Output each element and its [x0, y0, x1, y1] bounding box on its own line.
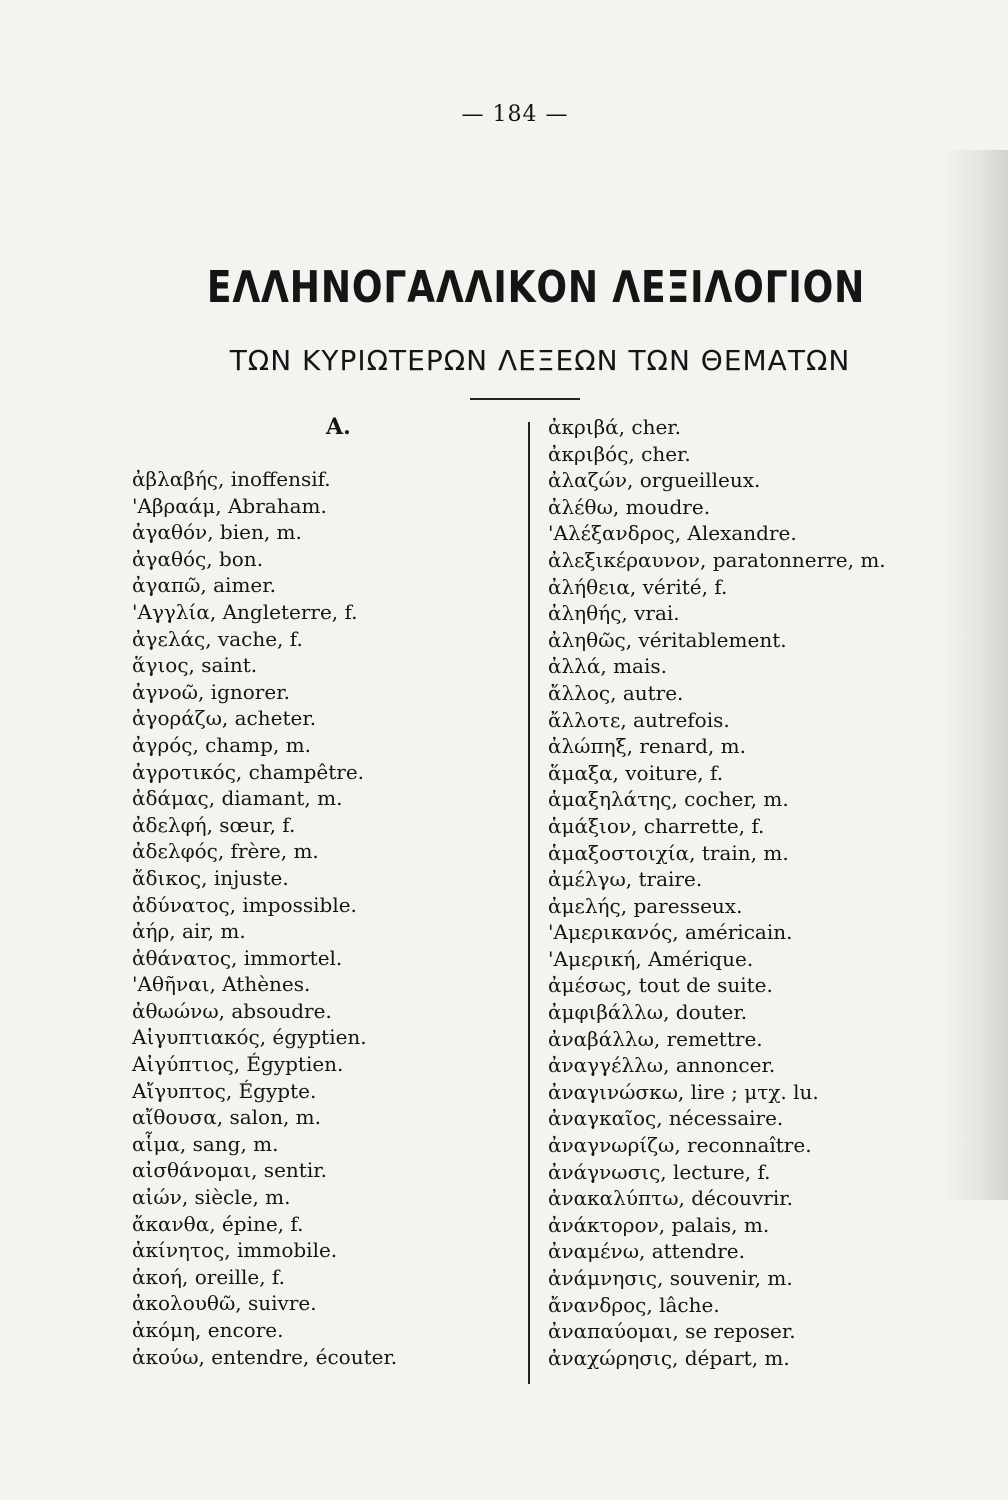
dictionary-entry: ἀμέσως, tout de suite. — [548, 973, 773, 998]
dictionary-entry: 'Αλέξανδρος, Alexandre. — [548, 521, 797, 546]
dictionary-entry: ἀναγνωρίζω, reconnaître. — [548, 1133, 812, 1158]
column-divider — [528, 422, 530, 1384]
dictionary-entry: ἀλεξικέραυνον, paratonnerre, m. — [548, 547, 886, 572]
dictionary-entry: ἀκίνητος, immobile. — [132, 1238, 338, 1263]
dictionary-entry: ἀγροτικός, champêtre. — [132, 759, 365, 784]
page-title: ΕΛΛΗΝΟΓΑΛΛΙΚΟΝ ΛΕΞΙΛΟΓΙΟΝ — [206, 262, 866, 313]
dictionary-entry: ἀκολουθῶ, suivre. — [132, 1291, 317, 1316]
dictionary-entry: ἅγιος, saint. — [132, 653, 258, 678]
dictionary-entry: 'Αμερική, Amérique. — [548, 946, 754, 971]
dictionary-entry: ἄλλοτε, autrefois. — [548, 707, 730, 732]
right-column-entries — [548, 414, 988, 1371]
dictionary-entry: ἀναχώρησις, départ, m. — [548, 1345, 790, 1370]
dictionary-entry: ἀναμένω, attendre. — [548, 1239, 745, 1264]
dictionary-entry: 'Αμερικανός, américain. — [548, 920, 793, 945]
dictionary-entry: ἀληθῶς, véritablement. — [548, 627, 787, 652]
dictionary-entry: ἀναπαύομαι, se reposer. — [548, 1319, 796, 1344]
dictionary-entry: ἄκανθα, épine, f. — [132, 1211, 304, 1236]
left-column-entries — [132, 466, 512, 1370]
dictionary-entry: ἁμάξιον, charrette, f. — [548, 813, 765, 838]
dictionary-entry: ἀνάκτορον, palais, m. — [548, 1212, 770, 1237]
dictionary-entry: ἀδελφή, sœur, f. — [132, 812, 296, 837]
dictionary-entry: ἀδελφός, frère, m. — [132, 839, 319, 864]
dictionary-entry: Αἰγύπτιος, Égyptien. — [132, 1052, 344, 1077]
dictionary-entry: ἀναγινώσκω, lire ; μτχ. lu. — [548, 1079, 819, 1104]
dictionary-entry: ἀκούω, entendre, écouter. — [132, 1344, 398, 1369]
dictionary-entry: ἀλήθεια, vérité, f. — [548, 574, 728, 599]
dictionary-entry: ἀκριβός, cher. — [548, 441, 691, 466]
dictionary-entry: ἄνανδρος, lâche. — [548, 1292, 720, 1317]
dictionary-entry: Αἰγυπτιακός, égyptien. — [132, 1025, 367, 1050]
dictionary-entry: ἀγνοῶ, ignorer. — [132, 679, 290, 704]
dictionary-entry: 'Αγγλία, Angleterre, f. — [132, 599, 358, 624]
dictionary-entry: ἀγαπῶ, aimer. — [132, 573, 276, 598]
dictionary-entry: ἀμφιβάλλω, douter. — [548, 1000, 748, 1025]
dictionary-entry: ἀναβάλλω, remettre. — [548, 1026, 763, 1051]
dictionary-entry: 'Αβραάμ, Abraham. — [132, 493, 327, 518]
dictionary-entry: ἀλέθω, moudre. — [548, 494, 711, 519]
dictionary-entry: ἀγαθόν, bien, m. — [132, 520, 302, 545]
dictionary-entry: Αἴγυπτος, Égypte. — [132, 1078, 317, 1103]
dictionary-entry: ἀβλαβής, inoffensif. — [132, 467, 331, 491]
dictionary-entry: ἀκοή, oreille, f. — [132, 1264, 285, 1289]
dictionary-entry: ἀλώπηξ, renard, m. — [548, 734, 746, 759]
dictionary-entry: ἀδύνατος, impossible. — [132, 892, 357, 917]
dictionary-entry: ἀμέλγω, traire. — [548, 867, 703, 892]
dictionary-entry: ἀθωώνω, absoudre. — [132, 998, 332, 1023]
dictionary-entry: ἀκόμη, encore. — [132, 1318, 284, 1342]
dictionary-entry: ἀκριβά, cher. — [548, 415, 682, 439]
dictionary-entry: ἄλλος, autre. — [548, 680, 684, 705]
page-number: — 184 — — [461, 102, 569, 127]
dictionary-entry: αἰσθάνομαι, sentir. — [132, 1158, 327, 1183]
dictionary-entry: ἀδάμας, diamant, m. — [132, 786, 343, 811]
dictionary-entry: ἀήρ, air, m. — [132, 919, 246, 944]
dictionary-entry: ἁμαξοστοιχία, train, m. — [548, 840, 789, 865]
dictionary-entry: ἀγοράζω, acheter. — [132, 706, 317, 731]
dictionary-entry: ἀγρός, champ, m. — [132, 732, 311, 757]
dictionary-entry: αἷμα, sang, m. — [132, 1131, 279, 1156]
dictionary-entry: ἀναγκαῖος, nécessaire. — [548, 1106, 784, 1131]
section-letter: Α. — [326, 414, 351, 440]
dictionary-entry: αἴθουσα, salon, m. — [132, 1105, 322, 1130]
dictionary-entry: αἰών, siècle, m. — [132, 1185, 291, 1210]
dictionary-entry: ἀλαζών, orgueilleux. — [548, 468, 761, 493]
dictionary-entry: 'Αθῆναι, Athènes. — [132, 972, 311, 997]
dictionary-entry: ἀγελάς, vache, f. — [132, 626, 303, 651]
dictionary-entry: ἀληθής, vrai. — [548, 601, 680, 626]
dictionary-entry: ἀναγγέλλω, annoncer. — [548, 1053, 776, 1078]
dictionary-entry: ἅμαξα, voiture, f. — [548, 760, 724, 785]
dictionary-entry: ἀλλά, mais. — [548, 654, 667, 679]
dictionary-entry: ἀμελής, paresseux. — [548, 893, 743, 918]
dictionary-entry: ἁμαξηλάτης, cocher, m. — [548, 787, 789, 812]
title-rule — [470, 398, 580, 400]
dictionary-entry: ἀθάνατος, immortel. — [132, 945, 343, 970]
dictionary-entry: ἀνάμνησις, souvenir, m. — [548, 1266, 793, 1290]
dictionary-entry: ἀνακαλύπτω, découvrir. — [548, 1186, 793, 1211]
dictionary-entry: ἀγαθός, bon. — [132, 546, 264, 571]
dictionary-entry: ἀνάγνωσις, lecture, f. — [548, 1159, 771, 1184]
page-subtitle: ΤΩΝ ΚΥΡΙΩΤΕΡΩΝ ΛΕΞΕΩΝ ΤΩΝ ΘΕΜΑΤΩΝ — [229, 344, 851, 377]
dictionary-entry: ἄδικος, injuste. — [132, 865, 289, 890]
